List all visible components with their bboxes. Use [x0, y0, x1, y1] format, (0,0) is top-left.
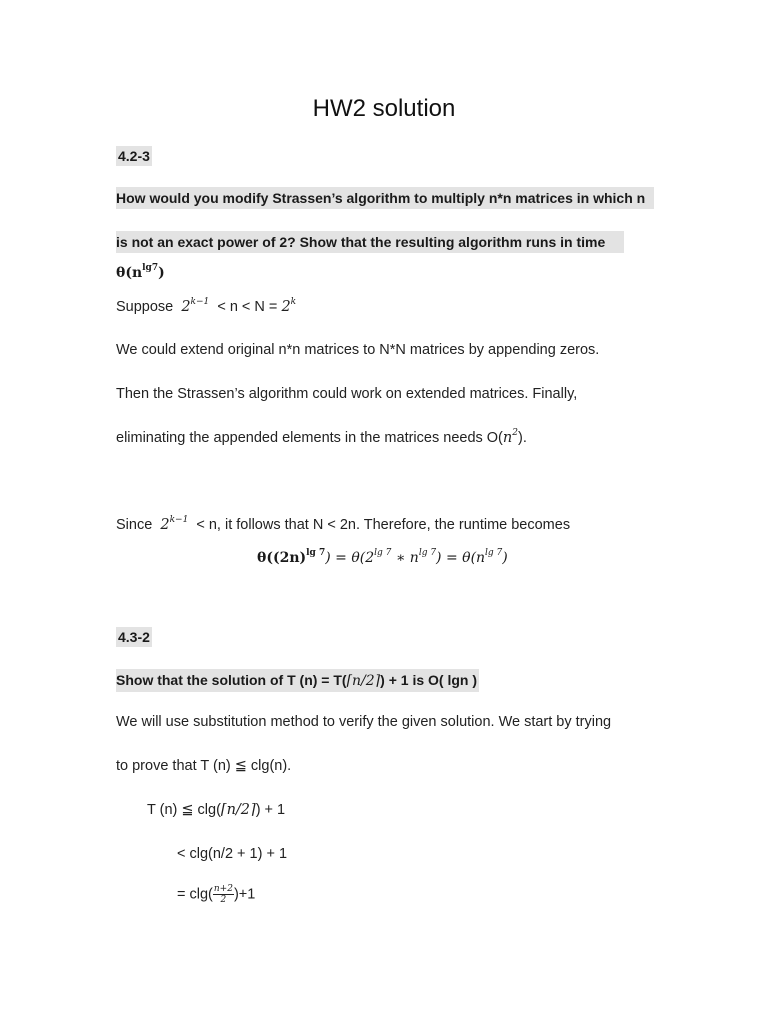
runtime-equation: $\theta((2n)^{lg 7}) = \theta(2^{lg 7}$ ∗ $n^{lg 7}) = \theta(n^{lg 7})$	[257, 548, 508, 566]
derivation-step-2: < clg(n/2 + 1) + 1	[177, 846, 288, 862]
question-line-1: How would you modify Strassen’s algorithm to multiply n*n matrices in which n	[116, 187, 654, 209]
page-title: HW2 solution	[312, 95, 456, 122]
paragraph-eliminate: eliminating the appended elements in the matrices needs $O(n^2)$.	[116, 428, 527, 446]
question-4-3-2: Show that the solution of T (n) = T(⌈n/2⌉) + 1 is O( lgn )	[116, 669, 479, 692]
section-label-4-3-2: 4.3-2	[118, 629, 150, 645]
derivation-step-1: T (n) ≦ clg(⌈n/2⌉) + 1	[147, 802, 286, 818]
paragraph-then: Then the Strassen’s algorithm could work on extended matrices. Finally,	[116, 386, 578, 402]
suppose-line: Suppose $2^{k-1} < n < N = 2^k$	[116, 297, 297, 315]
paragraph-prove: to prove that T (n) ≦ clg(n).	[116, 758, 292, 774]
section-label-4-2-3: 4.2-3	[118, 148, 150, 164]
question-math: $\theta(n^{lg7})$	[116, 263, 165, 281]
derivation-step-3: = clg( $\frac{n+2}{2}$ )+1	[177, 884, 256, 905]
question-line-2: is not an exact power of 2? Show that the resulting algorithm runs in time	[116, 231, 624, 253]
fraction: $\frac{n+2}{2}$	[213, 884, 233, 905]
paragraph-since: Since $2^{k-1} < n$, it follows that N < 2n. Therefore, the runtime becomes	[116, 515, 571, 533]
paragraph-substitution: We will use substitution method to verify the given solution. We start by trying	[116, 714, 612, 730]
paragraph-extend: We could extend original n*n matrices to N*N matrices by appending zeros.	[116, 342, 600, 358]
